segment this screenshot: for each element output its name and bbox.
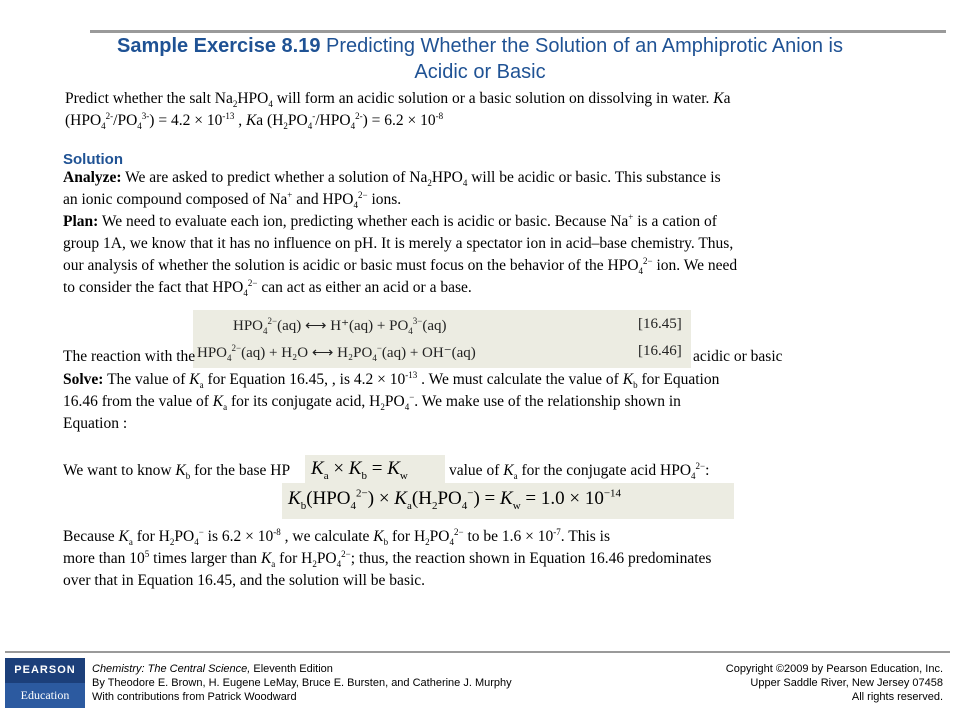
want-line-start: We want to know $K_b$ for the base HP [63, 462, 291, 482]
equation-16-46: $HPO_4^{2-}(aq) + H_2O$ ⟷ $H_2PO_4^-(aq) + OH^-(aq)$ [197, 343, 476, 363]
kw-relation: $K_a \times K_b = K_w$ [311, 458, 408, 482]
page-title [0, 33, 960, 85]
analyze-line-2: an ionic compound composed of Na+ and $HPO_4^{2-}$ ions. [63, 189, 402, 211]
book-credit [92, 662, 512, 704]
footer-rule [5, 651, 950, 653]
conclusion-line-3: over that in Equation 16.45, and the solution will be basic. [63, 572, 426, 589]
authors-line: By Theodore E. Brown, H. Eugene LeMay, Bruce E. Bursten, and Catherine J. Murphy [92, 677, 512, 689]
kb-equation: $K_b(HPO_4^{2-}) \times K_a(H_2PO_4^-) = K_w = 1.0 \times 10^{-14}$ [288, 487, 622, 512]
copyright-line: Copyright ©2009 by Pearson Education, Inc. [725, 663, 943, 675]
title-line2: Acidic or Basic [414, 61, 546, 83]
problem-line-2: $(HPO_4^{2-}/PO_4^{3-}) = 4.2 \times 10^{-13}$ , Ka $(H_2PO_4^-/HPO_4^{2-}) = 6.2 \times 10^{-8}$ [65, 110, 444, 132]
equation-16-46-number: [16.46] [638, 343, 682, 359]
title-text: Predicting Whether the Solution of an Amphiprotic Anion is [320, 35, 843, 57]
plan-line-4: to consider the fact that $HPO_4^{2-}$ can act as either an acid or a base. [63, 277, 472, 299]
logo-top: PEARSON [5, 658, 85, 683]
rights-line: All rights reserved. [851, 691, 943, 703]
conclusion-block [63, 526, 913, 592]
plan-line-2: group 1A, we know that it has no influence on pH. It is merely a spectator ion in acid–base chemistry. Thus, [63, 235, 734, 252]
book-title-line: Chemistry: The Central Science, Eleventh Edition [92, 663, 333, 675]
solution-heading: Solution [63, 151, 123, 168]
pearson-logo [5, 658, 85, 708]
analyze-label: Analyze: [63, 169, 122, 186]
analyze-line-1: Analyze: We are asked to predict whether a solution of $Na_2HPO_4$ will be acidic or basic. This substance is [63, 169, 721, 189]
logo-bottom: Education [5, 683, 85, 708]
solve-label: Solve: [63, 371, 104, 388]
solve-line-3: Equation : [63, 415, 128, 432]
reaction-line-end: acidic or basic [693, 348, 783, 365]
plan-line-1: Plan: We need to evaluate each ion, predicting whether each is acidic or basic. Because Na+ is a cation of [63, 211, 717, 230]
equation-16-45: $HPO_4^{2-}(aq)$ ⟷ $H^+(aq) + PO_4^{3-}(aq)$ [233, 316, 447, 336]
kw-relation-box [305, 455, 445, 484]
want-line-end: value of $K_a$ for the conjugate acid $HPO_4^{2-}$: [449, 460, 710, 482]
contributors-line: With contributions from Patrick Woodward [92, 691, 297, 703]
equations-box [193, 310, 691, 368]
title-exercise-number: Sample Exercise 8.19 [116, 35, 321, 57]
solve-line-2: 16.46 from the value of $K_a$ for its conjugate acid, $H_2PO_4^-$. We make use of the relationship shown in [63, 391, 681, 413]
address-line: Upper Saddle River, New Jersey 07458 [750, 677, 943, 689]
conclusion-line-1: Because $K_a$ for $H_2PO_4^-$ is $6.2 \times 10^{-8}$ , we calculate $K_b$ for $H_2PO_4^{2-}$ to be $1.6 \times 10^{-7}$. This is [63, 526, 610, 548]
kb-equation-box [282, 483, 734, 519]
conclusion-line-2: more than $10^5$ times larger than $K_a$ for $H_2PO_4^{2-}$; thus, the reaction shown in Equation 16.46 predominates [63, 548, 712, 570]
analyze-plan-block [63, 167, 893, 299]
problem-line-1: Predict whether the salt $Na_2HPO_4$ will form an acidic solution or a basic solution on dissolving in water. Ka [65, 90, 731, 110]
equation-16-45-number: [16.45] [638, 316, 682, 332]
copyright-block [726, 662, 943, 704]
solve-line-1: Solve: The value of $K_a$ for Equation 16.45, , is $4.2 \times 10^{-13}$ . We must calculate the value of $K_b$ for Equation [63, 369, 720, 391]
solve-block [63, 369, 893, 435]
problem-statement [65, 88, 925, 132]
plan-label: Plan: [63, 213, 99, 230]
plan-line-3: our analysis of whether the solution is acidic or basic must focus on the behavior of the $HPO_4^{2-}$ ion. We need [63, 255, 738, 277]
reaction-line-start: The reaction with the [63, 348, 196, 365]
